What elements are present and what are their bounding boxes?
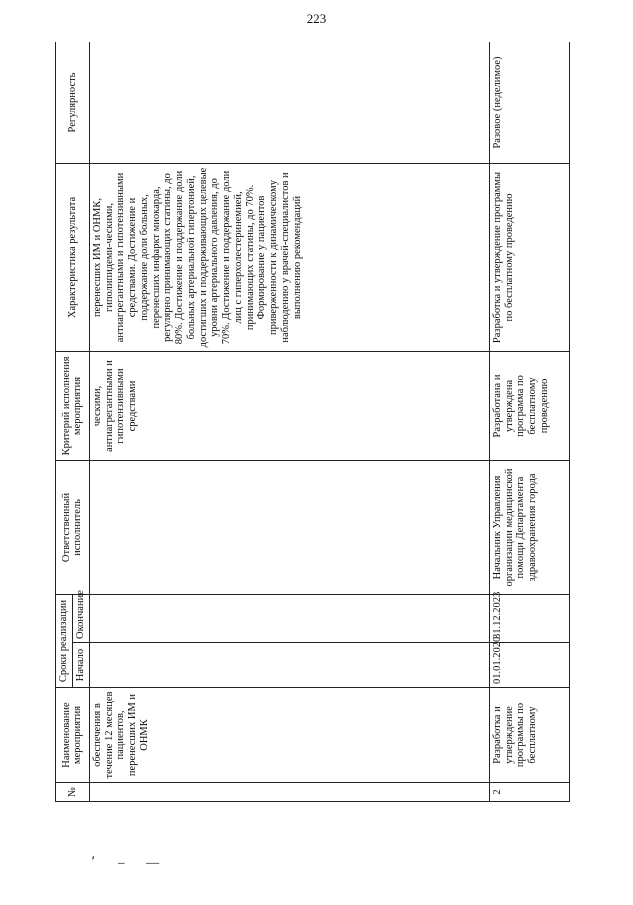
- header-responsible: Ответственный исполнитель: [56, 460, 90, 594]
- cell-responsible: Начальник Управления организации медицинской помощи Департамента здравоохранения города: [489, 460, 569, 594]
- scan-mark: ––: [146, 856, 160, 869]
- header-end: Окончание: [73, 594, 90, 642]
- measures-table: [55, 42, 570, 802]
- header-result: Характеристика результата: [56, 163, 90, 351]
- cell-num: [89, 783, 489, 802]
- cell-regularity: [89, 42, 489, 163]
- table-row: [489, 42, 569, 802]
- cell-name: обеспечения в течение 12 месяцев пациентов, перенесших ИМ и ОНМК: [89, 688, 489, 783]
- rotated-table-area: [55, 42, 570, 802]
- page-number: 223: [306, 11, 327, 26]
- header-num: №: [56, 783, 90, 802]
- scan-mark: –: [118, 856, 125, 869]
- table-row: [89, 42, 489, 802]
- cell-end: 31.12.2023: [489, 594, 569, 642]
- cell-regularity: Разовое (неделимое): [489, 42, 569, 163]
- cell-num: 2: [489, 783, 569, 802]
- header-start: Начало: [73, 643, 90, 688]
- cell-result: перенесших ИМ и ОНМК, гиполипидеми-ческими, антиагрегантными и гипотензивными средствами. Достижение и поддержание доли больных, перенесших инфаркт миокарда, регулярно принимающих статины, до 80%. Достижение и поддержание доли больных артериальной гипертонией, достигших и поддерживающих целевые уровни артериального давления, до 70%. Достижение и поддержание доли лиц с гиперхолестеринемией, принимающих статины, до 70%. Формирование у пациентов приверженности к динамическому наблюдению у врачей-специалистов и выполнению рекомендаций: [89, 163, 489, 351]
- header-regularity: Регулярность: [56, 42, 90, 163]
- cell-responsible: [89, 460, 489, 594]
- header-row-1: [56, 42, 73, 802]
- cell-criterion: ческими, антиагрегантными и гипотензивными средствами: [89, 351, 489, 460]
- cell-name: Разработка и утверждение программы по бесплатному: [489, 688, 569, 783]
- header-criterion: Критерий исполнения мероприятия: [56, 351, 90, 460]
- cell-start: 01.01.2020: [489, 643, 569, 688]
- header-name: Наименование мероприятия: [56, 688, 90, 783]
- cell-result: Разработка и утверждение программы по бесплатному проведению: [489, 163, 569, 351]
- cell-start: [89, 643, 489, 688]
- table-sheet: [55, 42, 570, 802]
- cell-end: [89, 594, 489, 642]
- cell-criterion: Разработана и утверждена программа по бесплатному проведению: [489, 351, 569, 460]
- scan-mark: ‚: [90, 848, 97, 861]
- header-period: Сроки реализации: [56, 594, 73, 687]
